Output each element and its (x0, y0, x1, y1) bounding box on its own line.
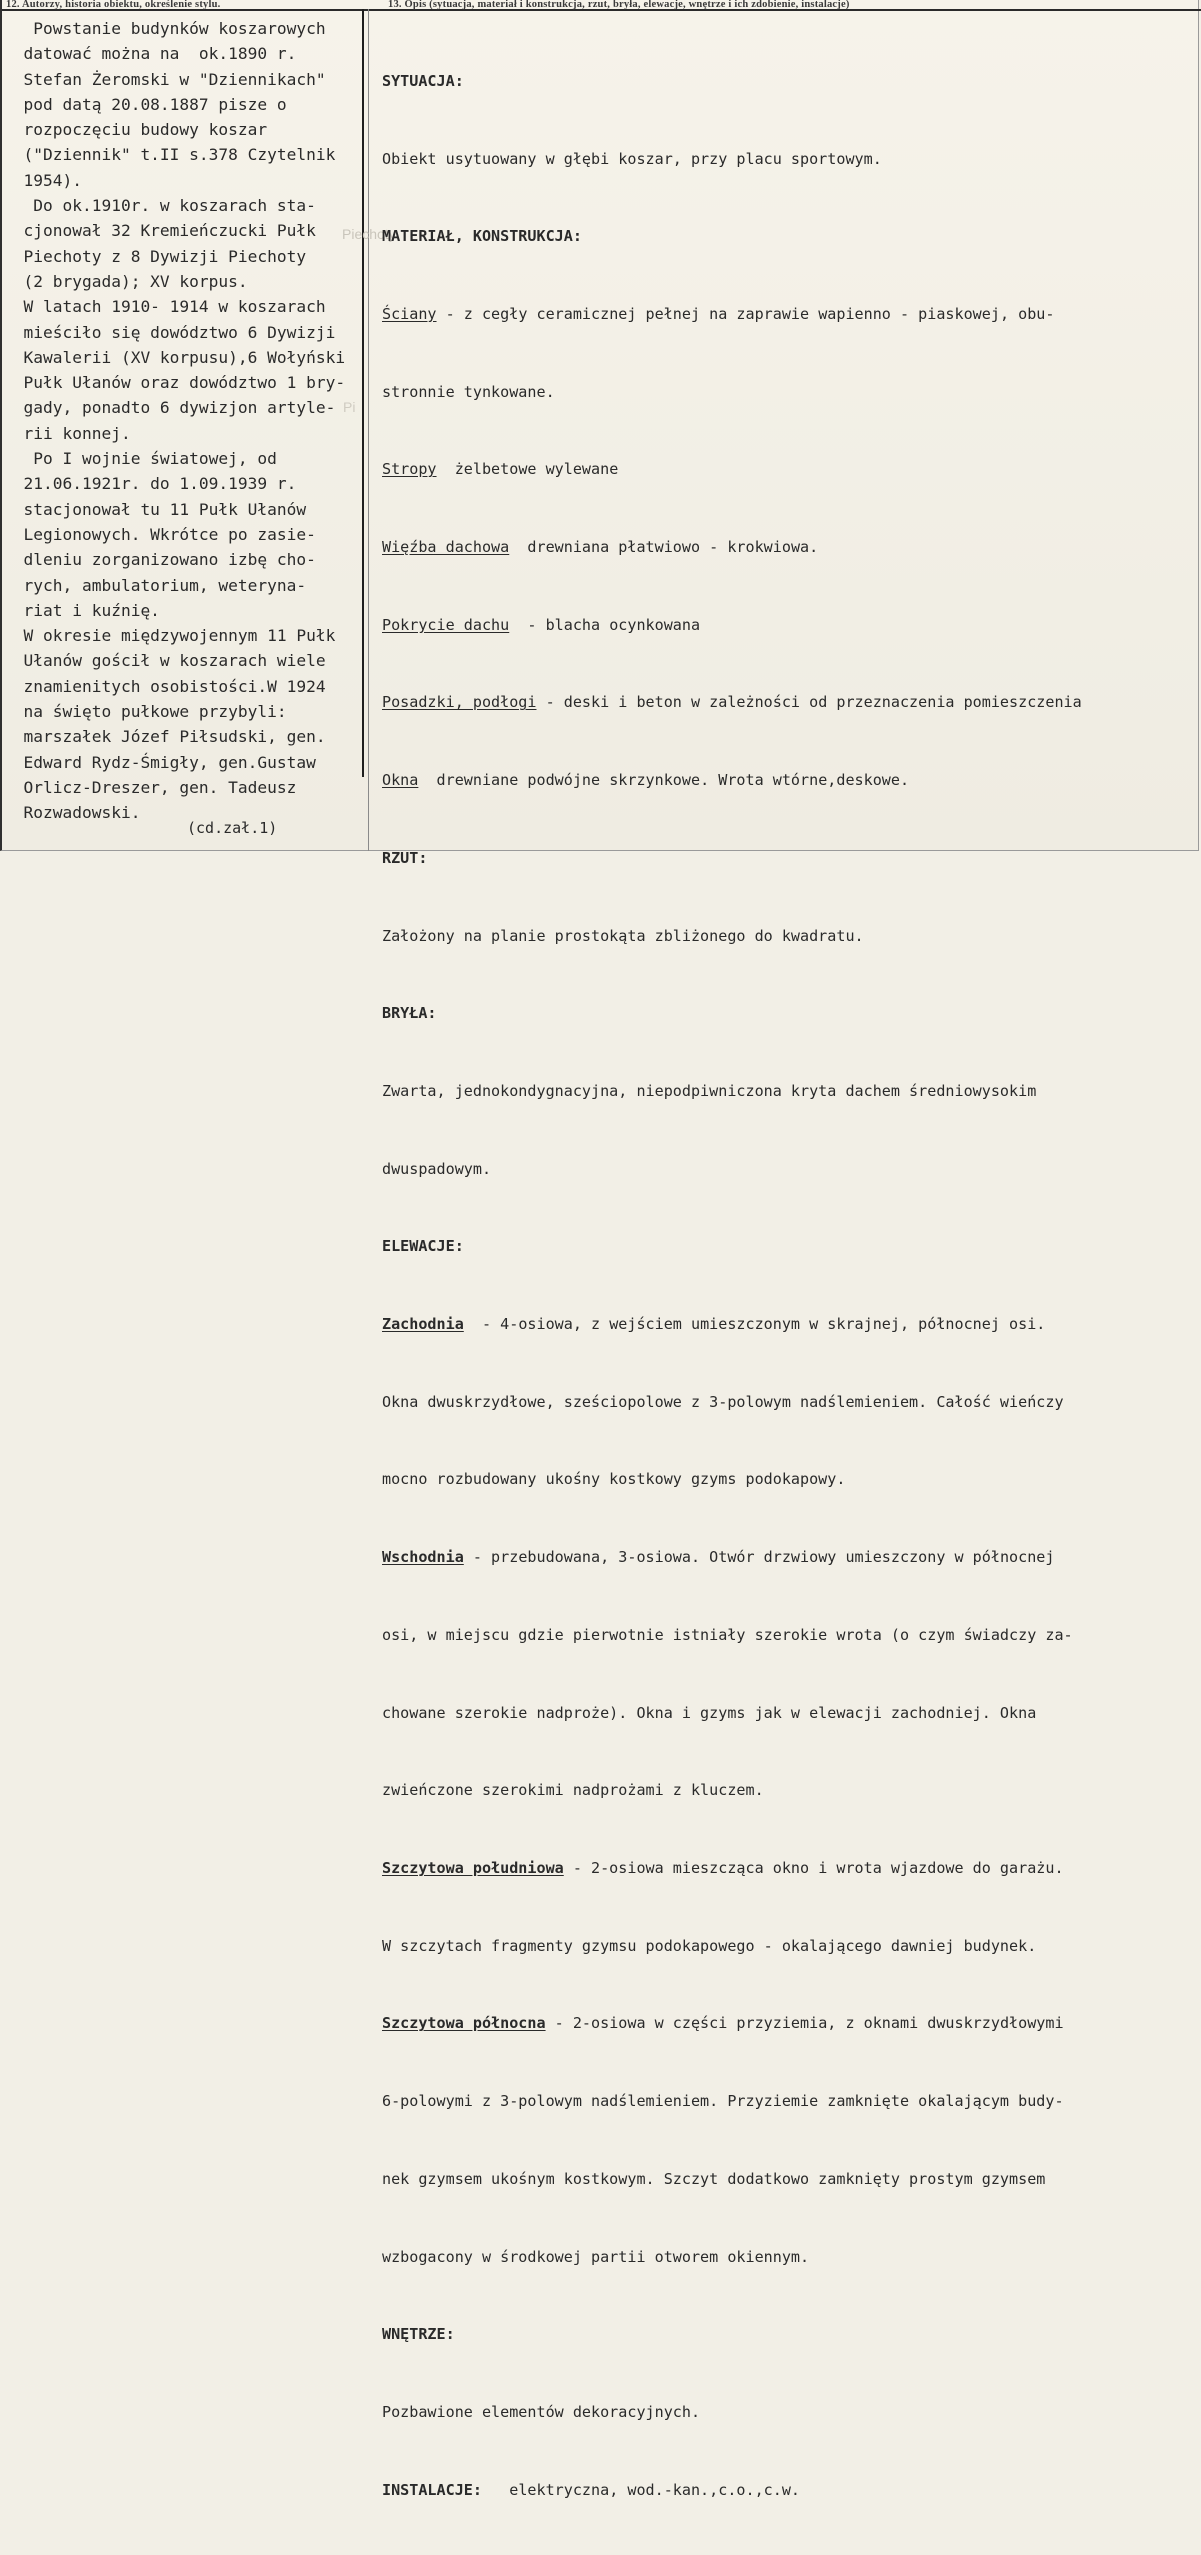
wschodnia-text-2: osi, w miejscu gdzie pierwotnie istniały szerokie wrota (o czym świadczy za- (382, 1625, 1073, 1644)
bryla-text: Zwarta, jednokondygnacyjna, niepodpiwniczona kryta dachem średniowysokim (382, 1081, 1037, 1100)
label-posadzki: Posadzki, podłogi (382, 693, 537, 712)
szczytowa-poludniowa-text-2: W szczytach fragmenty gzymsu podokapowego - okalającego dawniej budynek. (382, 1936, 1037, 1955)
szczytowa-polnocna-line (382, 2011, 1182, 2037)
wschodnia-text: - przebudowana, 3-osiowa. Otwór drzwiowy umieszczony w północnej (463, 1548, 1055, 1567)
sciany-text-cont: stronnie tynkowane. (382, 382, 555, 401)
section-heading-instalacje: INSTALACJE: (382, 2480, 482, 2499)
history-line: znamienitych osobistości.W 1924 (4, 676, 326, 696)
szczytowa-polnocna-text-4: wzbogacony w środkowej partii otworem okiennym. (382, 2247, 810, 2266)
label-okna: Okna (382, 771, 419, 790)
history-line: Powstanie budynków koszarowych (4, 19, 326, 38)
pokrycie-line (382, 613, 1182, 639)
column-divider-secondary (368, 9, 369, 851)
wiezba-line (382, 535, 1182, 561)
history-line: riat i kuźnię. (4, 600, 160, 620)
ghost-text-2: Pi (343, 399, 356, 415)
szczytowa-poludniowa-line (382, 1856, 1182, 1882)
history-line: gady, ponadto 6 dywizjon artyle- (4, 398, 336, 418)
history-line: Kawalerii (XV korpusu),6 Wołyński (4, 347, 346, 367)
zachodnia-text-3: mocno rozbudowany ukośny kostkowy gzyms podokapowy. (382, 1470, 846, 1489)
sciany-text: - z cegły ceramicznej pełnej na zaprawie wapienno - piaskowej, obu- (436, 304, 1055, 323)
szczytowa-polnocna-text: - 2-osiowa w części przyziemia, z oknami dwuskrzydłowymi (545, 2014, 1064, 2033)
history-line: cjonował 32 Kremieńczucki Pułk (4, 221, 316, 241)
description-column (382, 17, 1182, 2555)
history-line: Po I wojnie światowej, od (4, 449, 277, 469)
label-szczytowa-poludniowa: Szczytowa południowa (382, 1858, 564, 1877)
label-wiezba: Więźba dachowa (382, 538, 510, 557)
history-line: datować można na ok.1890 r. (4, 44, 297, 64)
history-line: rych, ambulatorium, weteryna- (4, 575, 307, 595)
history-line: Piechoty z 8 Dywizji Piechoty (4, 246, 307, 266)
label-stropy: Stropy (382, 460, 437, 479)
section-heading-bryla: BRYŁA: (382, 1004, 437, 1023)
section-heading-sytuacja: SYTUACJA: (382, 71, 464, 90)
history-line: Legionowych. Wkrótce po zasie- (4, 524, 316, 544)
zachodnia-text-2: Okna dwuskrzydłowe, sześciopolowe z 3-polowym nadślemieniem. Całość wieńczy (382, 1392, 1064, 1411)
szczytowa-polnocna-text-2: 6-polowymi z 3-polowym nadślemieniem. Przyziemie zamknięte okalającym budy- (382, 2092, 1064, 2111)
sytuacja-text: Obiekt usytuowany w głębi koszar, przy placu sportowym. (382, 149, 882, 168)
history-line: (2 brygada); XV korpus. (4, 271, 248, 291)
history-line: mieściło się dowództwo 6 Dywizji (4, 322, 336, 342)
history-line: na święto pułkowe przybyli: (4, 702, 287, 722)
right-column-header: 13. Opis (sytuacja, materiał i konstrukcja, rzut, bryła, elewacje, wnętrze i ich zdobienie, instalacje) (388, 0, 850, 10)
label-pokrycie: Pokrycie dachu (382, 615, 510, 634)
section-heading-wnetrze: WNĘTRZE: (382, 2325, 455, 2344)
wnetrze-text: Pozbawione elementów dekoracyjnych. (382, 2402, 701, 2421)
instalacje-text: elektryczna, wod.-kan.,c.o.,c.w. (481, 2480, 801, 2499)
posadzki-line (382, 690, 1182, 716)
history-line: pod datą 20.08.1887 pisze o (4, 94, 287, 114)
section-heading-rzut: RZUT: (382, 848, 428, 867)
history-line: marszałek Józef Piłsudski, gen. (4, 727, 326, 747)
rzut-text: Założony na planie prostokąta zbliżonego do kwadratu. (382, 926, 864, 945)
history-line: ("Dziennik" t.II s.378 Czytelnik (4, 145, 336, 165)
bryla-text-cont: dwuspadowym. (382, 1159, 492, 1178)
history-line: W latach 1910- 1914 w koszarach (4, 297, 326, 317)
okna-text: drewniane podwójne skrzynkowe. Wrota wtórne,deskowe. (418, 771, 910, 790)
history-line: dleniu zorganizowano izbę cho- (4, 550, 316, 570)
left-column-header: 12. Autorzy, historia obiektu, określenie stylu. (6, 0, 221, 10)
szczytowa-poludniowa-text: - 2-osiowa mieszcząca okno i wrota wjazdowe do garażu. (563, 1858, 1064, 1877)
zachodnia-text: - 4-osiowa, z wejściem umieszczonym w skrajnej, północnej osi. (463, 1315, 1046, 1334)
continuation-note: (cd.zał.1) (187, 819, 278, 837)
szczytowa-polnocna-text-3: nek gzymsem ukośnym kostkowym. Szczyt dodatkowo zamknięty prostym gzymsem (382, 2169, 1046, 2188)
history-line: Do ok.1910r. w koszarach sta- (4, 196, 316, 216)
stropy-text: żelbetowe wylewane (436, 460, 619, 479)
wschodnia-text-3: chowane szerokie nadproże). Okna i gzyms jak w elewacji zachodniej. Okna (382, 1703, 1037, 1722)
ghost-text-1: Piechoty (342, 226, 396, 242)
history-line: W okresie międzywojennym 11 Pułk (4, 626, 336, 646)
sciany-line (382, 302, 1182, 328)
history-line: stacjonował tu 11 Pułk Ułanów (4, 499, 307, 519)
wiezba-text: drewniana płatwiowo - krokwiowa. (509, 538, 819, 557)
history-line: Stefan Żeromski w "Dziennikach" (4, 69, 326, 89)
label-wschodnia: Wschodnia (382, 1548, 464, 1567)
history-column (4, 16, 360, 826)
section-heading-elewacje: ELEWACJE: (382, 1237, 464, 1256)
zachodnia-line (382, 1312, 1182, 1338)
stropy-line (382, 457, 1182, 483)
history-line: 21.06.1921r. do 1.09.1939 r. (4, 474, 297, 494)
history-line: Pułk Ułanów oraz dowództwo 1 bry- (4, 373, 346, 393)
history-line: rii konnej. (4, 423, 131, 443)
wschodnia-text-4: zwieńczone szerokimi nadprożami z kluczem. (382, 1781, 764, 1800)
history-line: Ułanów gościł w koszarach wiele (4, 651, 326, 671)
history-line: rozpoczęciu budowy koszar (4, 120, 268, 140)
wschodnia-line (382, 1545, 1182, 1571)
posadzki-text: - deski i beton w zależności od przeznaczenia pomieszczenia (536, 693, 1082, 712)
history-line: Edward Rydz-Śmigły, gen.Gustaw (4, 752, 316, 772)
history-line: Orlicz-Dreszer, gen. Tadeusz (4, 777, 297, 797)
okna-line (382, 768, 1182, 794)
section-heading-material: MATERIAŁ, KONSTRUKCJA: (382, 227, 582, 246)
label-zachodnia: Zachodnia (382, 1315, 464, 1334)
label-sciany: Ściany (382, 304, 437, 323)
column-divider (362, 9, 364, 777)
history-line: 1954). (4, 170, 82, 190)
pokrycie-text: - blacha ocynkowana (509, 615, 701, 634)
label-szczytowa-polnocna: Szczytowa północna (382, 2014, 546, 2033)
history-line: Rozwadowski. (4, 803, 141, 823)
